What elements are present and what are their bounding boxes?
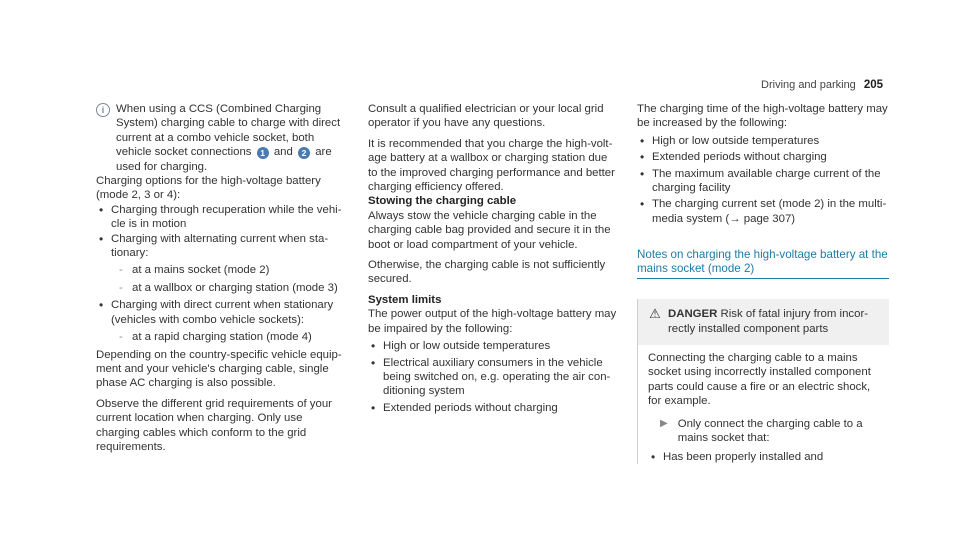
limits-list — [368, 339, 620, 415]
column-1 — [96, 102, 346, 454]
action-step — [648, 417, 879, 446]
column-3 — [637, 102, 889, 464]
warning-triangle-icon: ⚠ — [649, 306, 661, 322]
list-item: • Extended periods without charging — [368, 401, 620, 415]
list-item: • Charging with direct current when stationary (vehicles with combo vehicle sockets): - at a rapid charging station (mode 4) — [96, 298, 346, 344]
play-arrow-icon: ▶ — [660, 417, 668, 429]
paragraph: It is recommended that you charge the high-voltage battery at a wallbox or charging station due to the improved charging performance and better charging efficiency offered. — [368, 137, 615, 194]
paragraph: Always stow the vehicle charging cable in the charging cable bag provided and secure it in the boot or load compartment of your vehicle. — [368, 209, 611, 251]
page-header — [761, 78, 883, 92]
list-item: • Charging with alternating current when stationary: - at a mains socket (mode 2) - at a wallbox or charging station (mode 3) — [96, 232, 346, 296]
danger-label: DANGER — [668, 308, 718, 321]
list-item: • High or low outside temperatures — [637, 134, 889, 148]
warning-text: Connecting the charging cable to a mains socket using incorrectly installed component parts could cause a fire or an electric shock, for example. — [648, 352, 871, 408]
paragraph: Otherwise, the charging cable is not sufficiently secured. — [368, 259, 606, 286]
list-item: • Extended periods without charging — [637, 150, 889, 164]
list-item: - at a rapid charging station (mode 4) — [111, 330, 346, 344]
warning-body — [638, 345, 889, 464]
list-item: • Has been properly installed and — [648, 450, 879, 464]
info-icon: i — [96, 103, 110, 117]
charging-time-list — [637, 134, 889, 226]
list-item: • High or low outside temperatures — [368, 339, 620, 353]
paragraph: The power output of the high-voltage battery may be impaired by the following: — [368, 308, 617, 335]
column-2 — [368, 102, 620, 415]
page-reference-link[interactable]: page 307) — [740, 212, 796, 225]
list-item: • Electrical auxiliary consumers in the vehicle being switched on, e.g. operating the air conditioning system — [368, 356, 620, 399]
page-reference-arrow-icon: → — [729, 212, 741, 225]
sub-list — [111, 263, 346, 295]
stowing-heading: Stowing the charging cable — [368, 195, 517, 208]
danger-warning-box — [637, 299, 889, 464]
paragraph: Consult a qualified electrician or your local grid operator if you have any questions. — [368, 103, 604, 130]
warning-heading: Risk of fatal injury from incorrectly installed component parts — [668, 308, 869, 335]
paragraph: The charging time of the high-voltage battery may be increased by the following: — [637, 103, 888, 130]
list-item: • The maximum available charge current of the charging facility — [637, 167, 889, 196]
info-note-text: When using a CCS (Combined Charging System) charging cable to charge with direct current at a combo vehicle socket, both vehicle socket connections 1 and 2 are used for charging. — [116, 103, 341, 173]
header-section: Driving and parking — [761, 79, 856, 91]
paragraph: Depending on the country-specific vehicle equipment and your vehicle's charging cable, single phase AC charging is also possible. — [96, 348, 342, 390]
action-text: Only connect the charging cable to a mains socket that: — [677, 417, 863, 445]
list-item: • Charging through recuperation while the vehicle is in motion — [96, 203, 346, 232]
warning-list — [648, 450, 879, 464]
connection-2-badge: 2 — [298, 147, 310, 159]
connection-1-badge: 1 — [257, 147, 269, 159]
sub-list — [111, 330, 346, 344]
info-note — [96, 102, 346, 174]
list-item: - at a mains socket (mode 2) — [111, 263, 346, 277]
section-heading: Notes on charging the high-voltage battery at the mains socket (mode 2) — [637, 248, 889, 279]
options-intro: Charging options for the high-voltage battery (mode 2, 3 or 4): — [96, 175, 321, 202]
charging-options-list — [96, 203, 346, 345]
warning-header — [638, 299, 889, 345]
list-item: • The charging current set (mode 2) in the multimedia system (→ page 307) — [637, 197, 889, 226]
list-item: - at a wallbox or charging station (mode 3) — [111, 281, 346, 295]
paragraph: Observe the different grid requirements of your current location when charging. Only use charging cables which conform to the grid requirements. — [96, 397, 332, 453]
page-number: 205 — [863, 79, 883, 91]
system-limits-heading: System limits — [368, 293, 442, 306]
